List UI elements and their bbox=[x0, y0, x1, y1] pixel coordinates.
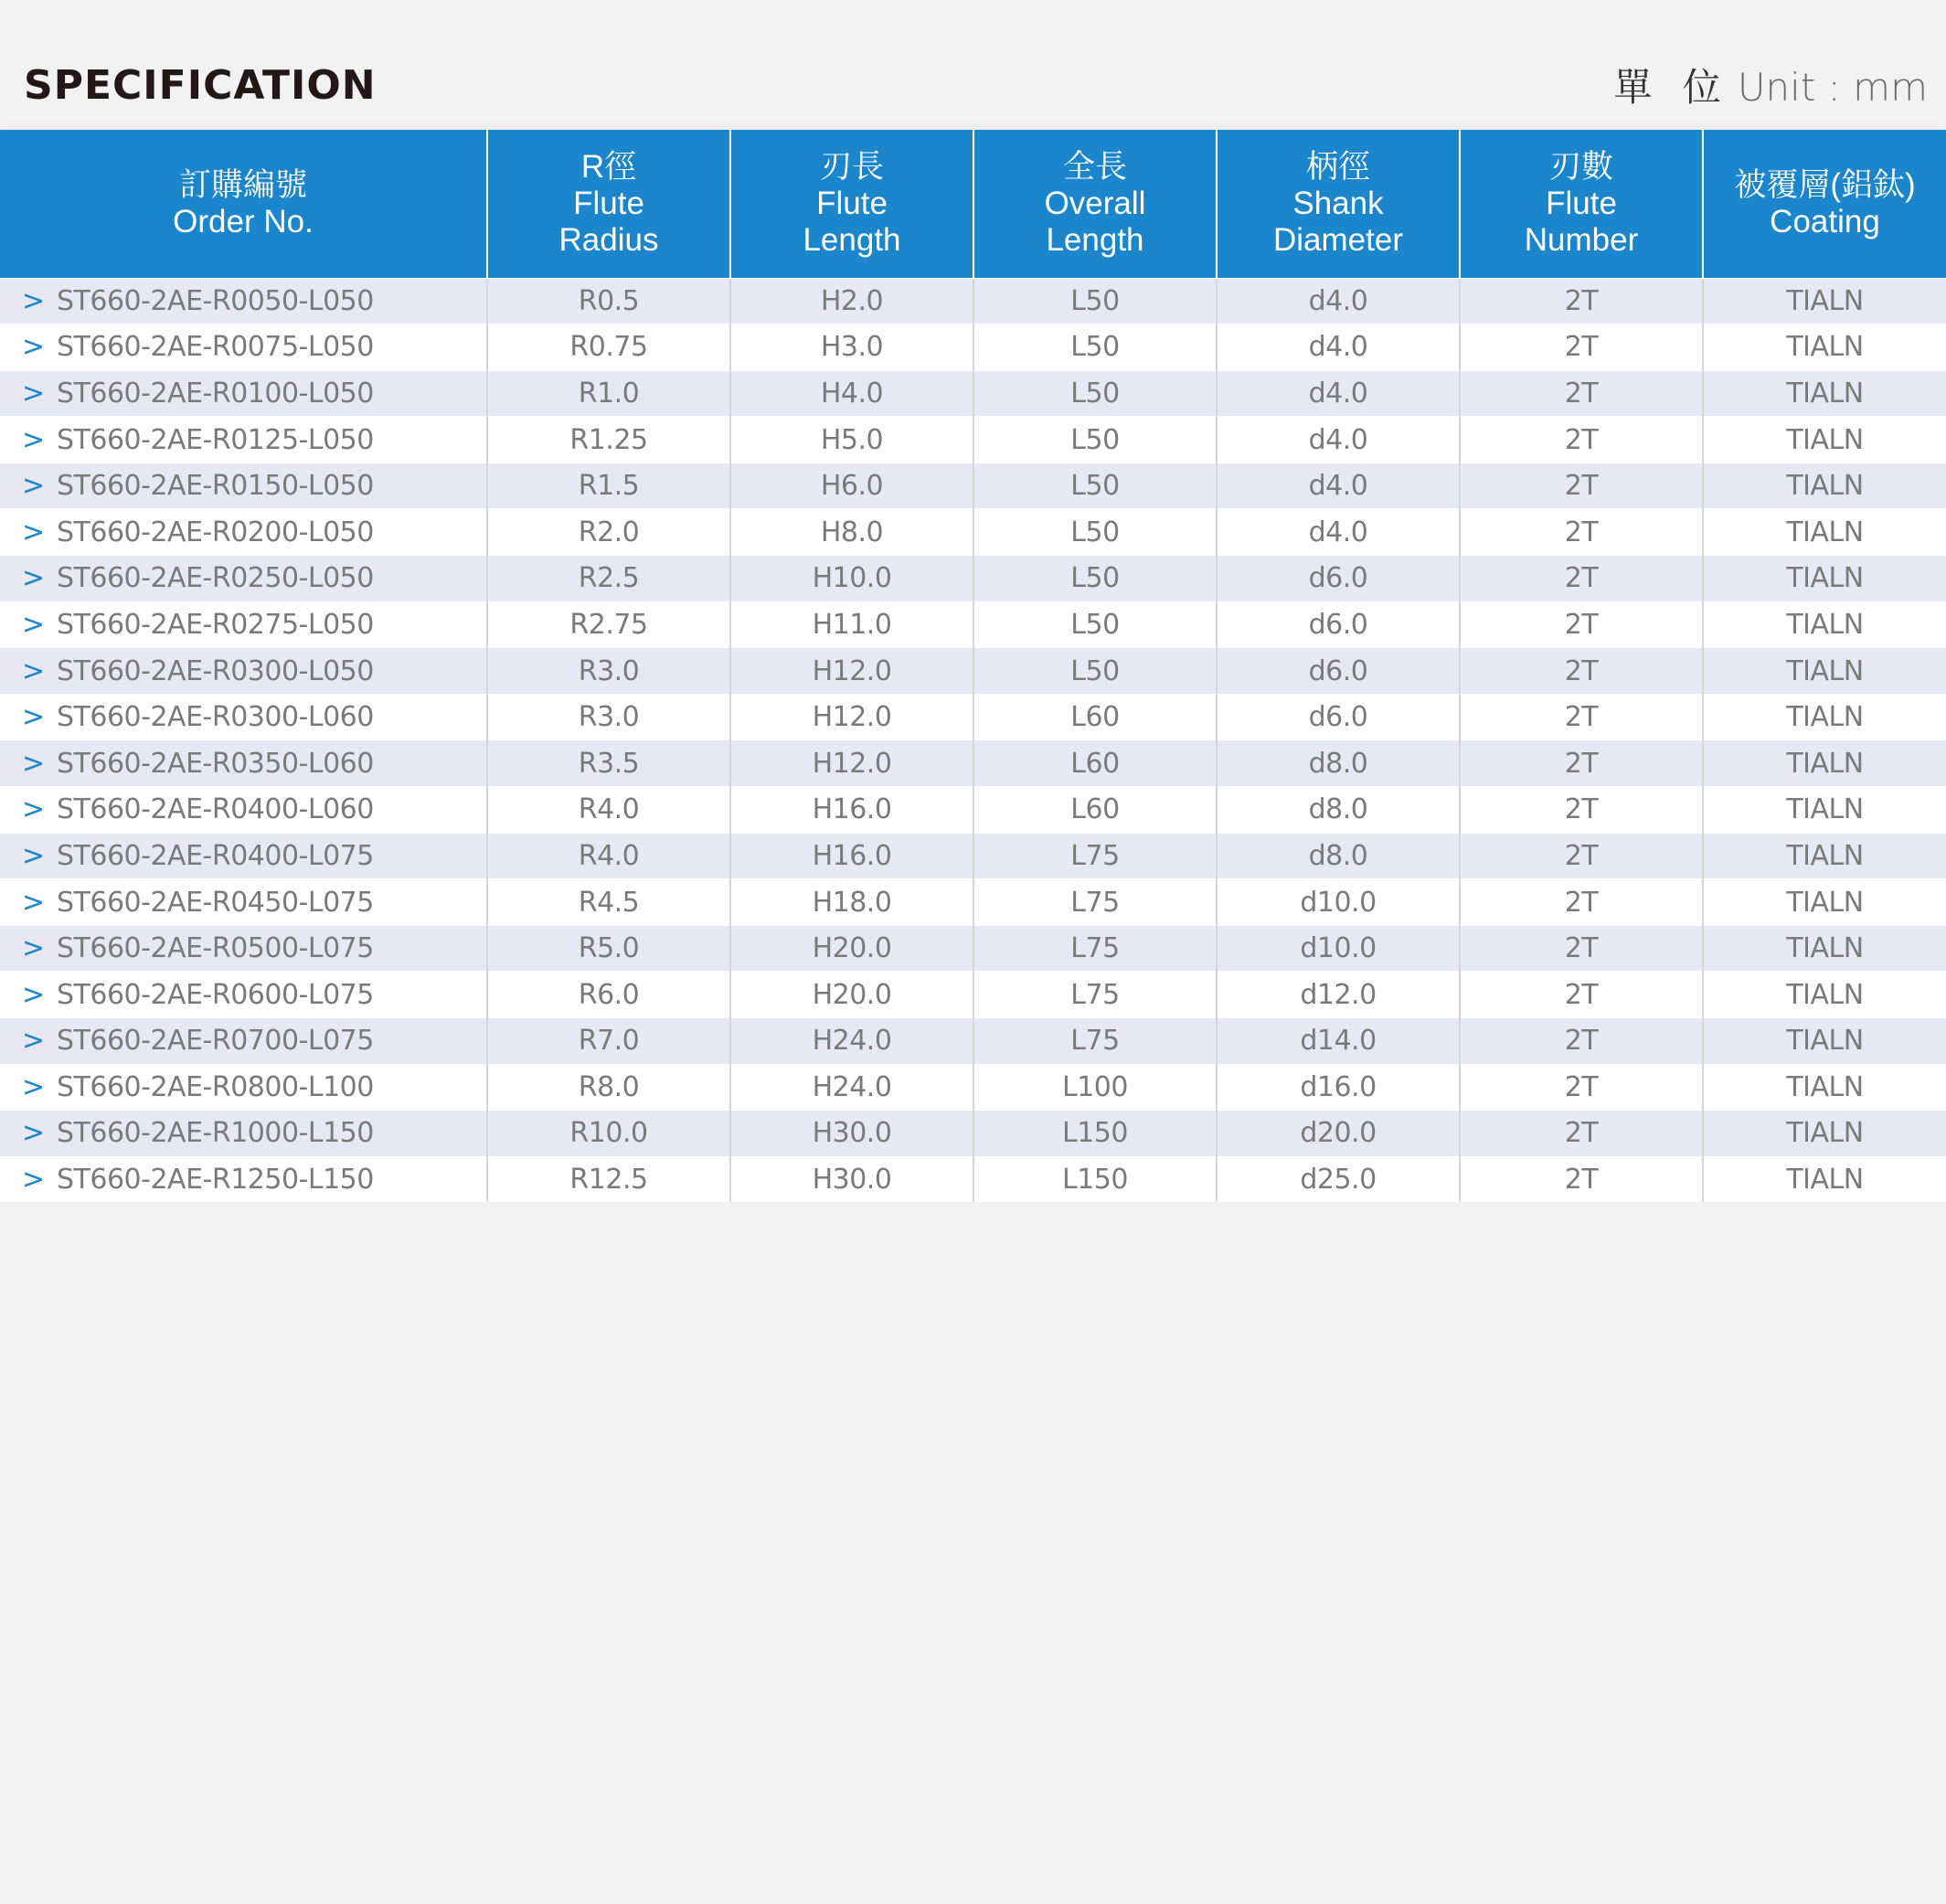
cell-order-no bbox=[0, 1111, 487, 1157]
table-row bbox=[0, 787, 1946, 834]
cell-flute-length: H18.0 bbox=[730, 879, 973, 926]
order-number: ST660-2AE-R0800-L100 bbox=[57, 1070, 374, 1103]
column-header-en: Diameter bbox=[1273, 221, 1403, 258]
table-row bbox=[0, 1064, 1946, 1111]
column-header-order-no bbox=[0, 130, 487, 278]
column-header-en: Shank bbox=[1292, 185, 1384, 221]
table-row bbox=[0, 879, 1946, 926]
table-row bbox=[0, 417, 1946, 463]
cell-flute-radius: R4.0 bbox=[487, 833, 730, 879]
unit-label bbox=[1613, 62, 1928, 113]
table-row bbox=[0, 463, 1946, 509]
cell-flute-radius: R1.0 bbox=[487, 370, 730, 417]
cell-order-no bbox=[0, 324, 487, 371]
column-header-en: Flute bbox=[573, 185, 644, 221]
order-number: ST660-2AE-R0125-L050 bbox=[57, 423, 374, 456]
column-header-cjk: 訂購編號 bbox=[178, 166, 307, 203]
table-row bbox=[0, 694, 1946, 740]
cell-flute-radius: R2.75 bbox=[487, 601, 730, 648]
cell-coating: TIALN bbox=[1703, 278, 1946, 324]
cell-flute-number: 2T bbox=[1460, 694, 1703, 740]
cell-overall-length: L60 bbox=[973, 740, 1217, 787]
cell-overall-length: L60 bbox=[973, 694, 1217, 740]
row-arrow-icon: > bbox=[22, 423, 45, 456]
spec-table-body bbox=[0, 278, 1946, 1202]
cell-shank-diameter: d6.0 bbox=[1217, 601, 1460, 648]
cell-order-no bbox=[0, 787, 487, 834]
cell-flute-radius: R3.0 bbox=[487, 648, 730, 695]
cell-flute-number: 2T bbox=[1460, 324, 1703, 371]
column-header-overall-length bbox=[973, 130, 1217, 278]
table-row bbox=[0, 509, 1946, 556]
table-row bbox=[0, 601, 1946, 648]
cell-shank-diameter: d8.0 bbox=[1217, 833, 1460, 879]
cell-overall-length: L50 bbox=[973, 417, 1217, 463]
cell-overall-length: L50 bbox=[973, 509, 1217, 556]
row-arrow-icon: > bbox=[22, 793, 45, 826]
cell-flute-number: 2T bbox=[1460, 972, 1703, 1018]
order-number: ST660-2AE-R0300-L060 bbox=[57, 701, 374, 734]
cell-flute-length: H4.0 bbox=[730, 370, 973, 417]
cell-overall-length: L75 bbox=[973, 833, 1217, 879]
order-number: ST660-2AE-R0100-L050 bbox=[57, 377, 374, 410]
cell-flute-length: H2.0 bbox=[730, 278, 973, 324]
cell-flute-radius: R7.0 bbox=[487, 1018, 730, 1065]
cell-coating: TIALN bbox=[1703, 925, 1946, 972]
cell-flute-number: 2T bbox=[1460, 879, 1703, 926]
cell-shank-diameter: d10.0 bbox=[1217, 925, 1460, 972]
cell-flute-radius: R4.5 bbox=[487, 879, 730, 926]
spec-table bbox=[0, 130, 1946, 1202]
cell-overall-length: L50 bbox=[973, 370, 1217, 417]
row-arrow-icon: > bbox=[22, 331, 45, 364]
row-arrow-icon: > bbox=[22, 470, 45, 503]
cell-flute-radius: R1.25 bbox=[487, 417, 730, 463]
cell-order-no bbox=[0, 1064, 487, 1111]
column-header-en: Radius bbox=[558, 221, 659, 258]
table-row bbox=[0, 1018, 1946, 1065]
cell-flute-length: H8.0 bbox=[730, 509, 973, 556]
cell-flute-radius: R2.0 bbox=[487, 509, 730, 556]
cell-flute-length: H5.0 bbox=[730, 417, 973, 463]
column-header-en: Flute bbox=[816, 185, 888, 221]
cell-flute-length: H16.0 bbox=[730, 833, 973, 879]
cell-coating: TIALN bbox=[1703, 787, 1946, 834]
cell-order-no bbox=[0, 370, 487, 417]
cell-overall-length: L150 bbox=[973, 1156, 1217, 1202]
cell-flute-length: H12.0 bbox=[730, 694, 973, 740]
column-header-en: Length bbox=[1046, 221, 1144, 258]
cell-flute-length: H11.0 bbox=[730, 601, 973, 648]
cell-flute-number: 2T bbox=[1460, 601, 1703, 648]
cell-shank-diameter: d4.0 bbox=[1217, 509, 1460, 556]
cell-coating: TIALN bbox=[1703, 694, 1946, 740]
cell-shank-diameter: d12.0 bbox=[1217, 972, 1460, 1018]
cell-flute-radius: R10.0 bbox=[487, 1111, 730, 1157]
table-row bbox=[0, 972, 1946, 1018]
column-header-flute-number bbox=[1460, 130, 1703, 278]
cell-order-no bbox=[0, 1018, 487, 1065]
cell-shank-diameter: d6.0 bbox=[1217, 648, 1460, 695]
column-header-cjk: 刃長 bbox=[819, 148, 884, 185]
order-number: ST660-2AE-R0275-L050 bbox=[57, 608, 374, 641]
cell-coating: TIALN bbox=[1703, 833, 1946, 879]
cell-shank-diameter: d4.0 bbox=[1217, 324, 1460, 371]
cell-shank-diameter: d14.0 bbox=[1217, 1018, 1460, 1065]
order-number: ST660-2AE-R0400-L075 bbox=[57, 839, 374, 872]
cell-coating: TIALN bbox=[1703, 463, 1946, 509]
cell-shank-diameter: d20.0 bbox=[1217, 1111, 1460, 1157]
cell-flute-number: 2T bbox=[1460, 787, 1703, 834]
row-arrow-icon: > bbox=[22, 886, 45, 919]
cell-shank-diameter: d4.0 bbox=[1217, 370, 1460, 417]
cell-order-no bbox=[0, 972, 487, 1018]
cell-flute-number: 2T bbox=[1460, 1111, 1703, 1157]
unit-label-cjk: 單 位 bbox=[1613, 65, 1730, 110]
order-number: ST660-2AE-R0500-L075 bbox=[57, 932, 374, 965]
cell-flute-length: H3.0 bbox=[730, 324, 973, 371]
cell-flute-number: 2T bbox=[1460, 1156, 1703, 1202]
table-row bbox=[0, 1156, 1946, 1202]
cell-overall-length: L100 bbox=[973, 1064, 1217, 1111]
cell-overall-length: L75 bbox=[973, 925, 1217, 972]
cell-order-no bbox=[0, 740, 487, 787]
row-arrow-icon: > bbox=[22, 284, 45, 317]
column-header-cjk: 刃數 bbox=[1548, 148, 1613, 185]
column-header-cjk: R徑 bbox=[580, 148, 637, 185]
cell-order-no bbox=[0, 694, 487, 740]
cell-flute-radius: R6.0 bbox=[487, 972, 730, 1018]
cell-overall-length: L50 bbox=[973, 648, 1217, 695]
row-arrow-icon: > bbox=[22, 839, 45, 872]
cell-flute-length: H24.0 bbox=[730, 1064, 973, 1111]
cell-order-no bbox=[0, 925, 487, 972]
row-arrow-icon: > bbox=[22, 932, 45, 965]
cell-flute-radius: R4.0 bbox=[487, 787, 730, 834]
row-arrow-icon: > bbox=[22, 1070, 45, 1103]
column-header-en: Overall bbox=[1044, 185, 1146, 221]
table-row bbox=[0, 925, 1946, 972]
row-arrow-icon: > bbox=[22, 1117, 45, 1150]
row-arrow-icon: > bbox=[22, 1025, 45, 1058]
table-row bbox=[0, 370, 1946, 417]
cell-flute-length: H6.0 bbox=[730, 463, 973, 509]
column-header-en: Order No. bbox=[173, 203, 314, 239]
cell-coating: TIALN bbox=[1703, 879, 1946, 926]
cell-flute-number: 2T bbox=[1460, 740, 1703, 787]
cell-overall-length: L50 bbox=[973, 324, 1217, 371]
cell-overall-length: L50 bbox=[973, 463, 1217, 509]
order-number: ST660-2AE-R0600-L075 bbox=[57, 978, 374, 1011]
cell-flute-length: H24.0 bbox=[730, 1018, 973, 1065]
row-arrow-icon: > bbox=[22, 377, 45, 410]
cell-flute-number: 2T bbox=[1460, 370, 1703, 417]
cell-flute-number: 2T bbox=[1460, 648, 1703, 695]
cell-overall-length: L50 bbox=[973, 556, 1217, 602]
row-arrow-icon: > bbox=[22, 978, 45, 1011]
table-row bbox=[0, 324, 1946, 371]
cell-flute-radius: R2.5 bbox=[487, 556, 730, 602]
unit-label-en: Unit : mm bbox=[1737, 65, 1928, 110]
column-header-flute-length bbox=[730, 130, 973, 278]
cell-flute-radius: R5.0 bbox=[487, 925, 730, 972]
cell-flute-length: H20.0 bbox=[730, 925, 973, 972]
cell-shank-diameter: d8.0 bbox=[1217, 740, 1460, 787]
order-number: ST660-2AE-R0150-L050 bbox=[57, 470, 374, 503]
column-header-cjk: 全長 bbox=[1062, 148, 1127, 185]
table-row bbox=[0, 1111, 1946, 1157]
row-arrow-icon: > bbox=[22, 654, 45, 687]
cell-shank-diameter: d10.0 bbox=[1217, 879, 1460, 926]
cell-flute-length: H12.0 bbox=[730, 648, 973, 695]
cell-flute-radius: R3.0 bbox=[487, 694, 730, 740]
cell-order-no bbox=[0, 278, 487, 324]
order-number: ST660-2AE-R0200-L050 bbox=[57, 516, 374, 548]
cell-order-no bbox=[0, 648, 487, 695]
cell-coating: TIALN bbox=[1703, 324, 1946, 371]
cell-flute-length: H20.0 bbox=[730, 972, 973, 1018]
cell-coating: TIALN bbox=[1703, 740, 1946, 787]
order-number: ST660-2AE-R1000-L150 bbox=[57, 1117, 374, 1150]
row-arrow-icon: > bbox=[22, 608, 45, 641]
cell-flute-length: H30.0 bbox=[730, 1156, 973, 1202]
cell-coating: TIALN bbox=[1703, 1111, 1946, 1157]
cell-shank-diameter: d8.0 bbox=[1217, 787, 1460, 834]
cell-flute-length: H16.0 bbox=[730, 787, 973, 834]
table-row bbox=[0, 740, 1946, 787]
column-header-shank-diameter bbox=[1217, 130, 1460, 278]
order-number: ST660-2AE-R0075-L050 bbox=[57, 331, 374, 364]
cell-order-no bbox=[0, 509, 487, 556]
cell-flute-number: 2T bbox=[1460, 833, 1703, 879]
cell-coating: TIALN bbox=[1703, 601, 1946, 648]
row-arrow-icon: > bbox=[22, 562, 45, 595]
cell-overall-length: L60 bbox=[973, 787, 1217, 834]
cell-order-no bbox=[0, 879, 487, 926]
cell-order-no bbox=[0, 833, 487, 879]
table-row bbox=[0, 556, 1946, 602]
cell-shank-diameter: d4.0 bbox=[1217, 278, 1460, 324]
cell-shank-diameter: d4.0 bbox=[1217, 417, 1460, 463]
cell-shank-diameter: d4.0 bbox=[1217, 463, 1460, 509]
cell-overall-length: L150 bbox=[973, 1111, 1217, 1157]
column-header-en: Number bbox=[1524, 221, 1639, 258]
cell-order-no bbox=[0, 417, 487, 463]
cell-shank-diameter: d16.0 bbox=[1217, 1064, 1460, 1111]
cell-shank-diameter: d6.0 bbox=[1217, 556, 1460, 602]
cell-order-no bbox=[0, 1156, 487, 1202]
cell-coating: TIALN bbox=[1703, 1156, 1946, 1202]
row-arrow-icon: > bbox=[22, 1164, 45, 1197]
column-header-coating bbox=[1703, 130, 1946, 278]
cell-order-no bbox=[0, 556, 487, 602]
spec-table-container bbox=[0, 130, 1946, 1197]
cell-coating: TIALN bbox=[1703, 1064, 1946, 1111]
cell-coating: TIALN bbox=[1703, 648, 1946, 695]
column-header-cjk: 柄徑 bbox=[1305, 148, 1370, 185]
cell-flute-radius: R0.5 bbox=[487, 278, 730, 324]
cell-shank-diameter: d25.0 bbox=[1217, 1156, 1460, 1202]
cell-flute-number: 2T bbox=[1460, 1018, 1703, 1065]
cell-shank-diameter: d6.0 bbox=[1217, 694, 1460, 740]
cell-order-no bbox=[0, 463, 487, 509]
cell-flute-number: 2T bbox=[1460, 509, 1703, 556]
cell-flute-number: 2T bbox=[1460, 463, 1703, 509]
spec-table-header bbox=[0, 130, 1946, 278]
order-number: ST660-2AE-R0700-L075 bbox=[57, 1025, 374, 1058]
cell-flute-length: H30.0 bbox=[730, 1111, 973, 1157]
cell-coating: TIALN bbox=[1703, 556, 1946, 602]
table-row bbox=[0, 648, 1946, 695]
cell-flute-length: H12.0 bbox=[730, 740, 973, 787]
column-header-en: Length bbox=[803, 221, 901, 258]
cell-flute-number: 2T bbox=[1460, 278, 1703, 324]
cell-flute-number: 2T bbox=[1460, 417, 1703, 463]
cell-overall-length: L75 bbox=[973, 1018, 1217, 1065]
column-header-cjk: 被覆層(鋁鈦) bbox=[1734, 166, 1916, 203]
cell-flute-number: 2T bbox=[1460, 925, 1703, 972]
cell-coating: TIALN bbox=[1703, 417, 1946, 463]
order-number: ST660-2AE-R0050-L050 bbox=[57, 284, 374, 317]
cell-overall-length: L75 bbox=[973, 879, 1217, 926]
cell-coating: TIALN bbox=[1703, 972, 1946, 1018]
cell-overall-length: L50 bbox=[973, 278, 1217, 324]
page-title: SPECIFICATION bbox=[24, 62, 377, 109]
cell-coating: TIALN bbox=[1703, 370, 1946, 417]
order-number: ST660-2AE-R1250-L150 bbox=[57, 1164, 374, 1197]
cell-coating: TIALN bbox=[1703, 1018, 1946, 1065]
cell-flute-radius: R1.5 bbox=[487, 463, 730, 509]
row-arrow-icon: > bbox=[22, 516, 45, 548]
order-number: ST660-2AE-R0250-L050 bbox=[57, 562, 374, 595]
column-header-en: Flute bbox=[1546, 185, 1617, 221]
cell-flute-radius: R8.0 bbox=[487, 1064, 730, 1111]
order-number: ST660-2AE-R0450-L075 bbox=[57, 886, 374, 919]
row-arrow-icon: > bbox=[22, 747, 45, 780]
cell-flute-number: 2T bbox=[1460, 556, 1703, 602]
cell-flute-radius: R0.75 bbox=[487, 324, 730, 371]
cell-flute-radius: R12.5 bbox=[487, 1156, 730, 1202]
cell-order-no bbox=[0, 601, 487, 648]
cell-flute-number: 2T bbox=[1460, 1064, 1703, 1111]
column-header-flute-radius bbox=[487, 130, 730, 278]
column-header-en: Coating bbox=[1770, 203, 1880, 239]
cell-overall-length: L75 bbox=[973, 972, 1217, 1018]
order-number: ST660-2AE-R0300-L050 bbox=[57, 654, 374, 687]
cell-coating: TIALN bbox=[1703, 509, 1946, 556]
table-row bbox=[0, 833, 1946, 879]
cell-flute-length: H10.0 bbox=[730, 556, 973, 602]
cell-overall-length: L50 bbox=[973, 601, 1217, 648]
row-arrow-icon: > bbox=[22, 701, 45, 734]
table-row bbox=[0, 278, 1946, 324]
order-number: ST660-2AE-R0350-L060 bbox=[57, 747, 374, 780]
order-number: ST660-2AE-R0400-L060 bbox=[57, 793, 374, 826]
cell-flute-radius: R3.5 bbox=[487, 740, 730, 787]
